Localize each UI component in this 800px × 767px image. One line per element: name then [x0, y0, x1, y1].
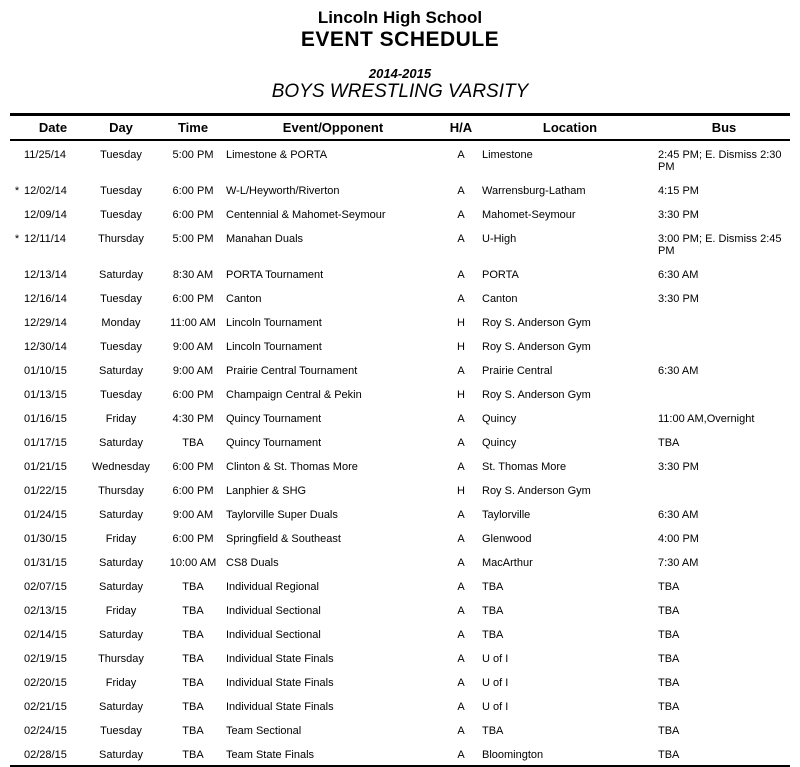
row-flag — [10, 429, 24, 453]
cell-bus: 6:30 AM — [658, 365, 699, 377]
header-home-away: H/A — [440, 115, 482, 141]
cell-location: Roy S. Anderson Gym — [482, 485, 591, 497]
cell-event-opponent: Champaign Central & Pekin — [226, 389, 362, 401]
cell-event-opponent: Taylorville Super Duals — [226, 509, 338, 521]
cell-location: Quincy — [482, 413, 517, 425]
cell-day: Friday — [105, 413, 137, 425]
cell-location: U-High — [482, 233, 517, 245]
cell-day: Tuesday — [100, 389, 142, 401]
cell-time: TBA — [182, 677, 204, 689]
cell-event-opponent: Quincy Tournament — [226, 437, 322, 449]
cell-bus: 7:30 AM — [658, 557, 699, 569]
cell-day: Monday — [101, 317, 141, 329]
cell-date: 12/30/14 — [24, 341, 67, 353]
cell-event-opponent: Individual State Finals — [226, 701, 334, 713]
cell-day: Tuesday — [100, 341, 142, 353]
cell-home-away: A — [457, 209, 465, 221]
header-day: Day — [82, 115, 160, 141]
cell-bus: 4:00 PM — [658, 533, 699, 545]
cell-date: 02/21/15 — [24, 701, 67, 713]
cell-date: 12/02/14 — [24, 185, 67, 197]
row-flag — [10, 140, 24, 177]
row-flag — [10, 597, 24, 621]
cell-time: 9:00 AM — [172, 365, 214, 377]
cell-day: Saturday — [98, 509, 144, 521]
cell-bus: 4:15 PM — [658, 185, 699, 197]
cell-day: Tuesday — [100, 293, 142, 305]
row-flag — [10, 453, 24, 477]
cell-bus — [658, 477, 790, 501]
cell-date: 01/30/15 — [24, 533, 67, 545]
cell-date: 12/09/14 — [24, 209, 67, 221]
cell-day: Friday — [105, 533, 137, 545]
schedule-row — [10, 597, 790, 621]
cell-home-away: A — [457, 701, 465, 713]
cell-event-opponent: CS8 Duals — [226, 557, 279, 569]
cell-time: TBA — [182, 605, 204, 617]
schedule-row — [10, 381, 790, 405]
row-flag — [10, 285, 24, 309]
cell-home-away: A — [457, 677, 465, 689]
schedule-row — [10, 573, 790, 597]
schedule-row — [10, 140, 790, 177]
cell-date: 01/16/15 — [24, 413, 67, 425]
row-flag — [10, 333, 24, 357]
cell-event-opponent: Team State Finals — [226, 749, 315, 761]
row-flag — [10, 477, 24, 501]
row-flag — [10, 693, 24, 717]
schedule-table — [10, 113, 790, 767]
row-flag — [10, 261, 24, 285]
cell-day: Saturday — [98, 629, 144, 641]
cell-bus: 3:30 PM — [658, 293, 699, 305]
cell-bus — [658, 333, 790, 357]
cell-home-away: A — [457, 293, 465, 305]
row-flag — [10, 405, 24, 429]
row-flag — [10, 201, 24, 225]
cell-home-away: A — [457, 509, 465, 521]
header-location: Location — [482, 115, 658, 141]
row-flag — [10, 357, 24, 381]
header-bus: Bus — [658, 115, 790, 141]
cell-time: TBA — [182, 581, 204, 593]
cell-date: 02/19/15 — [24, 653, 67, 665]
cell-time: 5:00 PM — [172, 233, 214, 245]
cell-bus: 3:00 PM; E. Dismiss 2:45 PM — [658, 233, 782, 257]
cell-location: Glenwood — [482, 533, 532, 545]
cell-home-away: H — [457, 389, 465, 401]
header-flag — [10, 115, 24, 141]
cell-date: 02/13/15 — [24, 605, 67, 617]
cell-date: 01/21/15 — [24, 461, 67, 473]
row-flag: * — [14, 233, 20, 245]
cell-home-away: A — [457, 269, 465, 281]
cell-date: 02/24/15 — [24, 725, 67, 737]
cell-date: 02/28/15 — [24, 749, 67, 761]
cell-home-away: A — [457, 533, 465, 545]
cell-time: 10:00 AM — [169, 557, 217, 569]
cell-date: 12/13/14 — [24, 269, 67, 281]
cell-time: TBA — [182, 725, 204, 737]
row-flag — [10, 717, 24, 741]
cell-event-opponent: Individual Sectional — [226, 605, 321, 617]
cell-day: Tuesday — [100, 185, 142, 197]
cell-time: 6:00 PM — [172, 209, 214, 221]
cell-bus: TBA — [658, 605, 680, 617]
cell-home-away: A — [457, 725, 465, 737]
cell-location: Roy S. Anderson Gym — [482, 317, 591, 329]
cell-location: U of I — [482, 653, 509, 665]
document-title: EVENT SCHEDULE — [300, 28, 500, 51]
cell-home-away: A — [457, 749, 465, 761]
cell-location: U of I — [482, 701, 509, 713]
cell-event-opponent: Canton — [226, 293, 262, 305]
schedule-row — [10, 357, 790, 381]
cell-location: Roy S. Anderson Gym — [482, 341, 591, 353]
cell-day: Saturday — [98, 269, 144, 281]
cell-home-away: A — [457, 605, 465, 617]
row-flag — [10, 309, 24, 333]
table-header-row — [10, 115, 790, 141]
cell-time: 5:00 PM — [172, 149, 214, 161]
cell-bus: 3:30 PM — [658, 209, 699, 221]
row-flag — [10, 645, 24, 669]
cell-time: 9:00 AM — [172, 341, 214, 353]
schedule-row — [10, 225, 790, 261]
cell-location: MacArthur — [482, 557, 533, 569]
cell-event-opponent: Springfield & Southeast — [226, 533, 341, 545]
row-flag — [10, 621, 24, 645]
cell-event-opponent: PORTA Tournament — [226, 269, 324, 281]
cell-time: 6:00 PM — [172, 485, 214, 497]
cell-home-away: A — [457, 413, 465, 425]
cell-location: Roy S. Anderson Gym — [482, 389, 591, 401]
schedule-row — [10, 477, 790, 501]
schedule-row — [10, 261, 790, 285]
cell-day: Wednesday — [92, 461, 150, 473]
row-flag — [10, 501, 24, 525]
cell-date: 01/10/15 — [24, 365, 67, 377]
cell-home-away: H — [457, 341, 465, 353]
cell-home-away: A — [457, 653, 465, 665]
cell-day: Saturday — [98, 437, 144, 449]
row-flag: * — [14, 185, 20, 197]
schedule-row — [10, 645, 790, 669]
cell-bus — [658, 381, 790, 405]
schedule-row — [10, 669, 790, 693]
schedule-row — [10, 201, 790, 225]
cell-time: 4:30 PM — [172, 413, 214, 425]
cell-bus: 11:00 AM,Overnight — [658, 413, 755, 425]
cell-location: TBA — [482, 605, 504, 617]
schedule-row — [10, 717, 790, 741]
cell-home-away: H — [457, 317, 465, 329]
schedule-row — [10, 429, 790, 453]
cell-event-opponent: Quincy Tournament — [226, 413, 322, 425]
cell-bus: TBA — [658, 437, 680, 449]
cell-time: 6:00 PM — [172, 293, 214, 305]
row-flag — [10, 549, 24, 573]
cell-bus: 6:30 AM — [658, 509, 699, 521]
cell-event-opponent: Individual State Finals — [226, 653, 334, 665]
cell-location: Warrensburg-Latham — [482, 185, 586, 197]
cell-bus: 2:45 PM; E. Dismiss 2:30 PM — [658, 149, 782, 173]
schedule-row — [10, 405, 790, 429]
cell-home-away: A — [457, 185, 465, 197]
schedule-row — [10, 693, 790, 717]
cell-bus: TBA — [658, 677, 680, 689]
cell-date: 01/13/15 — [24, 389, 67, 401]
cell-day: Saturday — [98, 701, 144, 713]
cell-bus: TBA — [658, 653, 680, 665]
schedule-row — [10, 621, 790, 645]
season-label: 2014-2015 — [368, 66, 432, 81]
cell-event-opponent: Individual State Finals — [226, 677, 334, 689]
school-name: Lincoln High School — [317, 8, 483, 27]
cell-bus: 6:30 AM — [658, 269, 699, 281]
schedule-row — [10, 453, 790, 477]
cell-home-away: A — [457, 629, 465, 641]
cell-time: TBA — [182, 653, 204, 665]
cell-bus: TBA — [658, 749, 680, 761]
cell-bus: 3:30 PM — [658, 461, 699, 473]
schedule-row — [10, 741, 790, 767]
cell-bus: TBA — [658, 581, 680, 593]
header-time: Time — [160, 115, 226, 141]
cell-time: TBA — [182, 437, 204, 449]
cell-location: Quincy — [482, 437, 517, 449]
schedule-row — [10, 285, 790, 309]
cell-location: TBA — [482, 581, 504, 593]
cell-home-away: A — [457, 149, 465, 161]
schedule-row — [10, 501, 790, 525]
schedule-row — [10, 333, 790, 357]
cell-date: 12/16/14 — [24, 293, 67, 305]
cell-day: Thursday — [98, 233, 144, 245]
cell-time: TBA — [182, 701, 204, 713]
cell-time: 6:00 PM — [172, 533, 214, 545]
cell-home-away: A — [457, 365, 465, 377]
cell-location: TBA — [482, 725, 504, 737]
cell-date: 02/20/15 — [24, 677, 67, 689]
schedule-row — [10, 525, 790, 549]
cell-day: Saturday — [98, 557, 144, 569]
cell-location: U of I — [482, 677, 509, 689]
cell-location: Mahomet-Seymour — [482, 209, 576, 221]
cell-home-away: A — [457, 233, 465, 245]
row-flag — [10, 669, 24, 693]
cell-location: Limestone — [482, 149, 533, 161]
cell-event-opponent: Manahan Duals — [226, 233, 304, 245]
cell-event-opponent: Clinton & St. Thomas More — [226, 461, 358, 473]
cell-home-away: A — [457, 437, 465, 449]
cell-date: 01/22/15 — [24, 485, 67, 497]
row-flag — [10, 741, 24, 767]
cell-home-away: A — [457, 581, 465, 593]
cell-event-opponent: Team Sectional — [226, 725, 302, 737]
cell-day: Saturday — [98, 749, 144, 761]
cell-bus: TBA — [658, 629, 680, 641]
row-flag — [10, 525, 24, 549]
cell-date: 11/25/14 — [24, 149, 67, 161]
cell-time: 6:00 PM — [172, 461, 214, 473]
cell-bus: TBA — [658, 725, 680, 737]
cell-time: TBA — [182, 749, 204, 761]
row-flag — [10, 381, 24, 405]
cell-day: Friday — [105, 677, 137, 689]
cell-day: Saturday — [98, 365, 144, 377]
cell-location: Taylorville — [482, 509, 531, 521]
cell-time: 8:30 AM — [172, 269, 214, 281]
cell-date: 01/17/15 — [24, 437, 67, 449]
cell-location: Canton — [482, 293, 518, 305]
cell-home-away: H — [457, 485, 465, 497]
cell-event-opponent: Centennial & Mahomet-Seymour — [226, 209, 386, 221]
cell-date: 12/11/14 — [24, 233, 67, 245]
schedule-row — [10, 549, 790, 573]
cell-event-opponent: Individual Sectional — [226, 629, 321, 641]
cell-day: Tuesday — [100, 209, 142, 221]
cell-day: Friday — [105, 605, 137, 617]
cell-home-away: A — [457, 557, 465, 569]
cell-location: Bloomington — [482, 749, 544, 761]
schedule-row — [10, 309, 790, 333]
cell-event-opponent: Lanphier & SHG — [226, 485, 307, 497]
cell-location: St. Thomas More — [482, 461, 567, 473]
cell-event-opponent: Prairie Central Tournament — [226, 365, 358, 377]
cell-time: 6:00 PM — [172, 389, 214, 401]
cell-time: 9:00 AM — [172, 509, 214, 521]
cell-home-away: A — [457, 461, 465, 473]
cell-event-opponent: Lincoln Tournament — [226, 317, 322, 329]
cell-date: 02/07/15 — [24, 581, 67, 593]
cell-day: Tuesday — [100, 725, 142, 737]
schedule-row — [10, 177, 790, 201]
cell-event-opponent: W-L/Heyworth/Riverton — [226, 185, 340, 197]
document-header — [0, 8, 800, 103]
cell-day: Thursday — [98, 653, 144, 665]
row-flag — [10, 573, 24, 597]
cell-bus — [658, 309, 790, 333]
cell-event-opponent: Lincoln Tournament — [226, 341, 322, 353]
cell-time: 11:00 AM — [170, 317, 216, 329]
cell-event-opponent: Limestone & PORTA — [226, 149, 328, 161]
cell-location: PORTA — [482, 269, 519, 281]
cell-event-opponent: Individual Regional — [226, 581, 319, 593]
cell-time: TBA — [182, 629, 204, 641]
cell-day: Saturday — [98, 581, 144, 593]
cell-location: Prairie Central — [482, 365, 553, 377]
cell-date: 12/29/14 — [24, 317, 67, 329]
cell-location: TBA — [482, 629, 504, 641]
cell-time: 6:00 PM — [172, 185, 214, 197]
cell-day: Thursday — [98, 485, 144, 497]
cell-date: 01/24/15 — [24, 509, 67, 521]
cell-date: 01/31/15 — [24, 557, 67, 569]
cell-day: Tuesday — [100, 149, 142, 161]
header-event-opponent: Event/Opponent — [226, 115, 440, 141]
header-date: Date — [24, 115, 82, 141]
cell-date: 02/14/15 — [24, 629, 67, 641]
team-name: BOYS WRESTLING VARSITY — [271, 81, 529, 102]
cell-bus: TBA — [658, 701, 680, 713]
